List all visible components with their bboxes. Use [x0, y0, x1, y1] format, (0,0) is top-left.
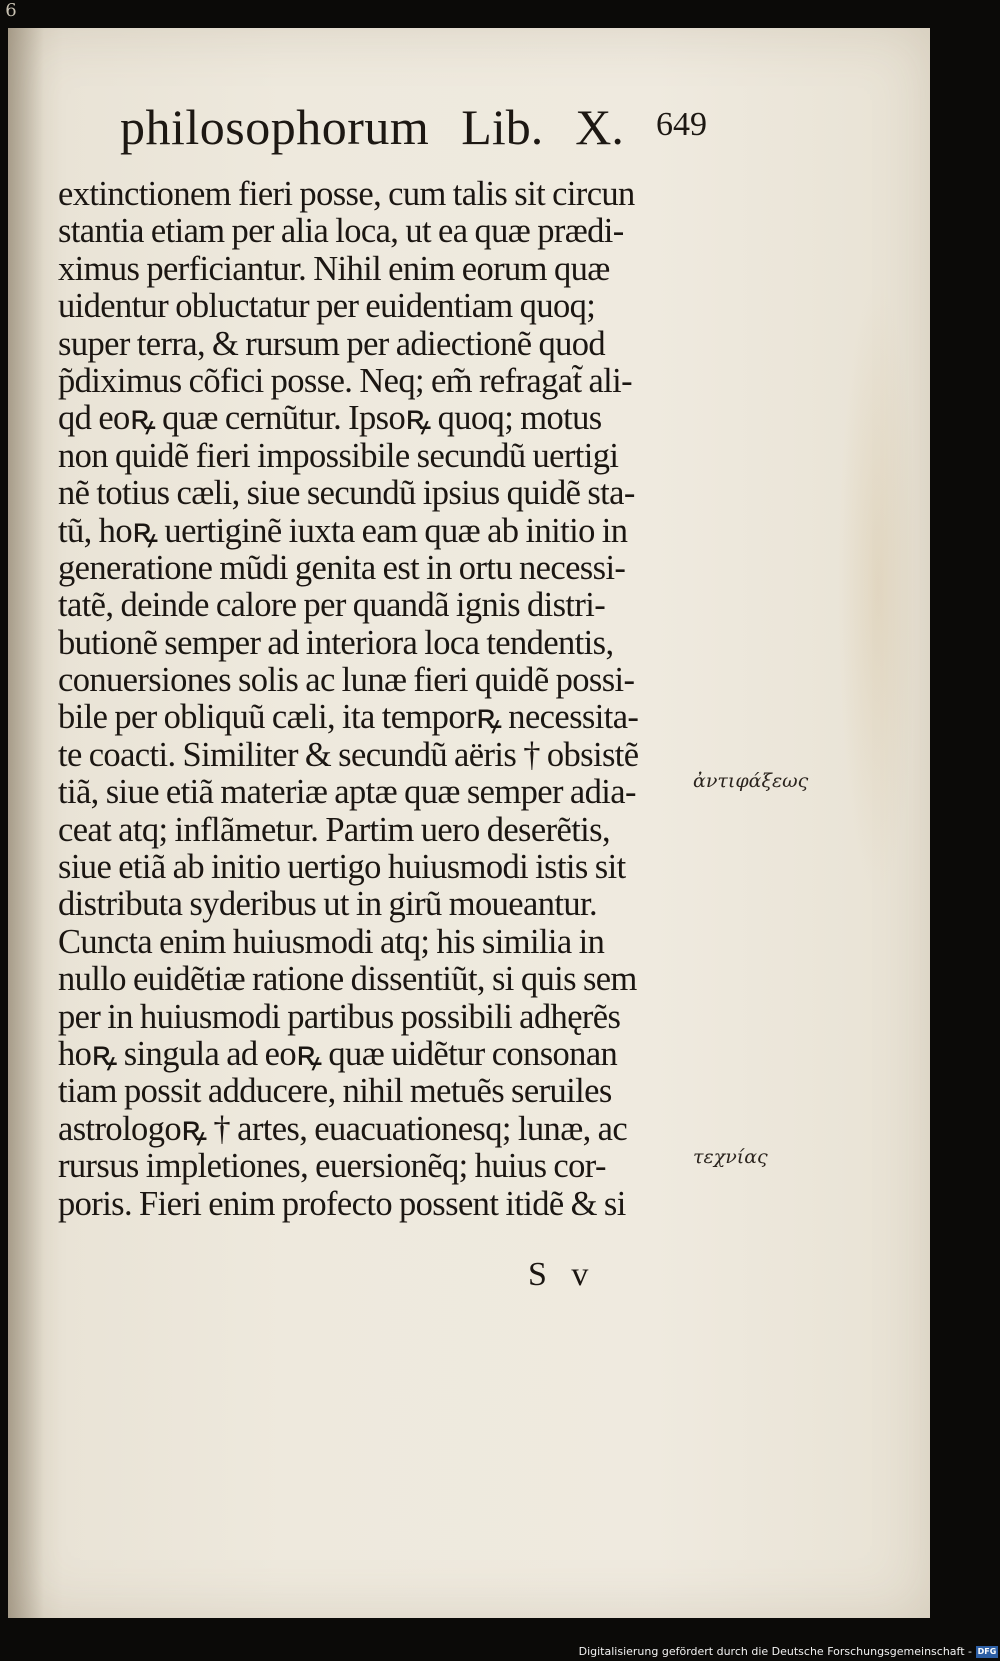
text-line: te coacti. Similiter & secundũ aëris † obsistẽ — [58, 735, 639, 774]
text-line: hoꝶ singula ad eoꝶ quæ uidẽtur consonan — [58, 1034, 618, 1073]
text-line: rursus impletiones, euersionẽq; huius cor- — [58, 1147, 606, 1186]
scan-corner-mark: 6 — [5, 0, 17, 21]
text-line: uidentur obluctatur per euidentiam quoq; — [58, 287, 596, 326]
text-line: astrologoꝶ † artes, euacuationesq; lunæ, ac — [58, 1109, 628, 1148]
text-line: siue etiã ab initio uertigo huiusmodi istis sit — [58, 848, 626, 887]
text-line: nẽ totius cæli, siue secundũ ipsius quidẽ sta- — [58, 474, 635, 513]
marginal-note-greek: τεχνίας — [693, 1146, 768, 1168]
text-line: extinctionem fieri posse, cum talis sit circun — [58, 175, 635, 213]
body-text — [58, 176, 698, 1223]
gutter-shadow — [8, 28, 44, 1618]
book-page — [8, 28, 930, 1618]
text-line: nullo euidẽtiæ ratione dissentiũt, si quis sem — [58, 960, 637, 999]
running-head-book: Lib. — [461, 99, 544, 155]
page-stain — [838, 278, 918, 898]
text-line: butionẽ semper ad interiora loca tendentis, — [58, 623, 614, 662]
page-number: 649 — [656, 106, 707, 143]
text-line: per in huiusmodi partibus possibili adhęrẽs — [58, 997, 621, 1036]
text-line: conuersiones solis ac lunæ fieri quidẽ possi- — [58, 661, 635, 700]
dfg-logo: DFG — [977, 1647, 997, 1656]
text-line: poris. Fieri enim profecto possent itidẽ & si — [58, 1184, 626, 1223]
marginal-note-greek: ἀντιφάξεως — [693, 770, 809, 792]
text-line: non quidẽ fieri impossibile secundũ uertigi — [58, 436, 619, 475]
text-line: ximus perficiantur. Nihil enim eorum quæ — [58, 249, 610, 288]
text-line: Cuncta enim huiusmodi atq; his similia in — [58, 922, 605, 961]
running-head-number: X. — [575, 99, 624, 155]
text-line: tiam possit adducere, nihil metuẽs seruiles — [58, 1072, 612, 1111]
signature-mark: S v — [528, 1256, 597, 1293]
text-line: p̃diximus cõfici posse. Neq; em̃ refragat̃ ali- — [58, 361, 633, 400]
text-line: tiã, siue etiã materiæ aptæ quæ semper adia- — [58, 773, 636, 812]
text-line: bile per obliquũ cæli, ita temporꝶ necessita- — [58, 698, 639, 737]
text-line: tatẽ, deinde calore per quandã ignis distri- — [58, 586, 606, 625]
text-line: stantia etiam per alia loca, ut ea quæ prædi- — [58, 212, 624, 251]
text-line: super terra, & rursum per adiectionẽ quod — [58, 324, 606, 363]
text-line: distributa syderibus ut in girũ moueantur. — [58, 885, 597, 924]
running-head-title: philosophorum — [120, 99, 430, 155]
text-line: ceat atq; inflãmetur. Partim uero deserẽtis, — [58, 810, 611, 849]
text-line: qd eoꝶ quæ cernũtur. Ipsoꝶ quoq; motus — [58, 399, 602, 438]
footer-bar — [0, 1643, 1000, 1661]
text-line: tũ, hoꝶ uertiginẽ iuxta eam quæ ab initio in — [58, 511, 628, 550]
funding-credit: Digitalisierung gefördert durch die Deutsche Forschungsgemeinschaft - — [578, 1645, 972, 1658]
text-line: generatione mũdi genita est in ortu necessi- — [58, 548, 626, 587]
running-head — [120, 98, 720, 168]
